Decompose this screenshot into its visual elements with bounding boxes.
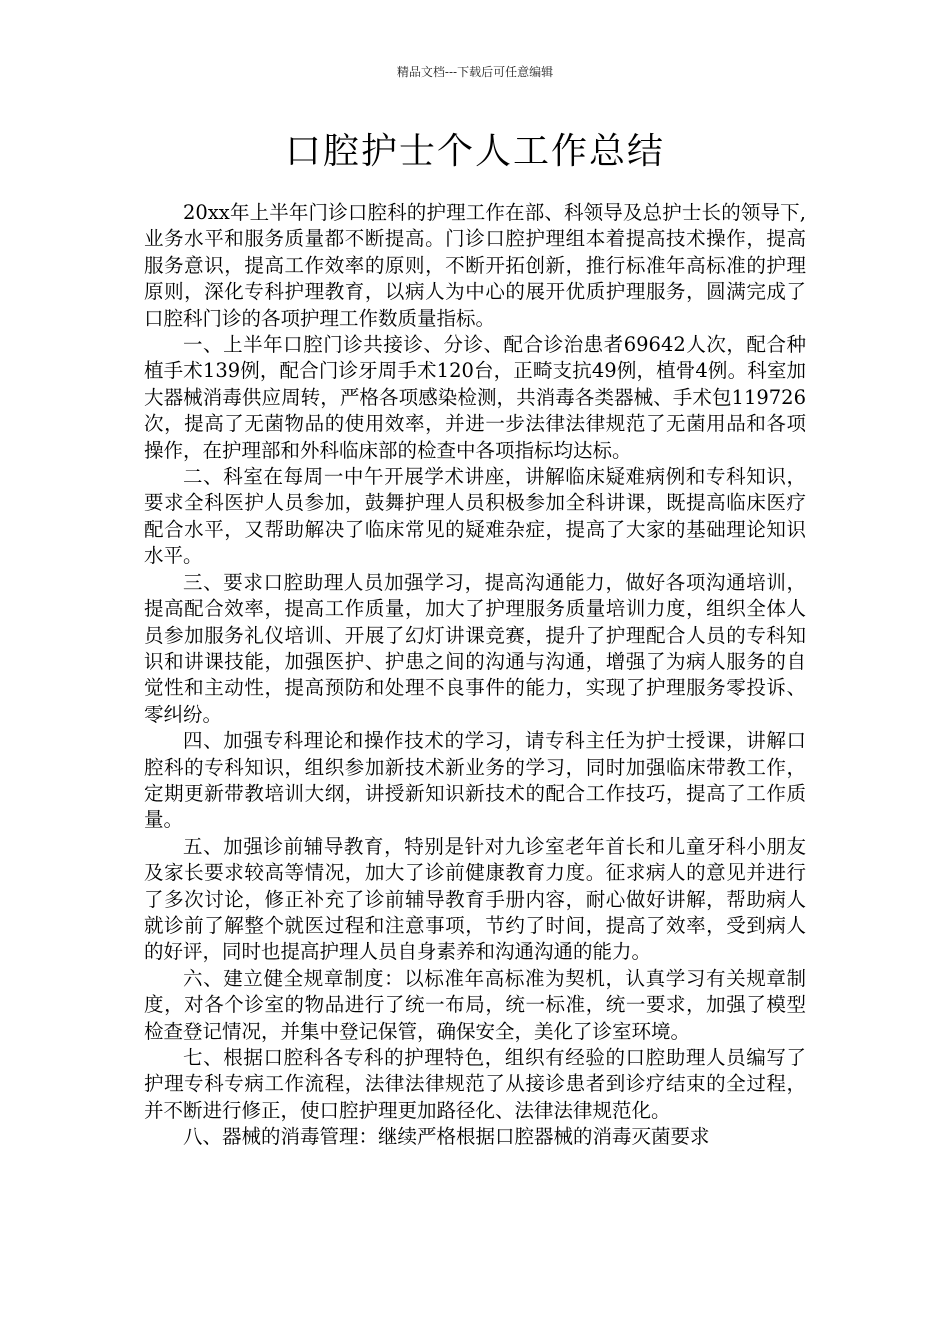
paragraph-2: 二、科室在每周一中午开展学术讲座，讲解临床疑难病例和专科知识，要求全科医护人员参加，鼓舞护理人员积极参加全科讲课，既提高临床医疗配合水平，又帮助解决了临床常见的疑难杂症，提高了大家的基础理论知识水平。: [144, 465, 806, 568]
paragraph-7: 七、根据口腔科各专科的护理特色，组织有经验的口腔助理人员编写了护理专科专病工作流程，法律法律规范了从接诊患者到诊疗结束的全过程，并不断进行修正，使口腔护理更加路径化、法律法律规范化。: [144, 1046, 806, 1122]
document-body: [144, 200, 806, 1151]
document-title: 口腔护士个人工作总结: [284, 131, 665, 172]
paragraph-3: 三、要求口腔助理人员加强学习，提高沟通能力，做好各项沟通培训，提高配合效率，提高工作质量，加大了护理服务质量培训力度，组织全体人员参加服务礼仪培训、开展了幻灯讲课竞赛，提升了护理配合人员的专科知识和讲课技能，加强医护、护患之间的沟通与沟通，增强了为病人服务的自觉性和主动性，提高预防和处理不良事件的能力，实现了护理服务零投诉、零纠纷。: [144, 570, 806, 726]
header-note: 精品文档---下载后可任意编辑: [396, 65, 554, 79]
paragraph-8: 八、器械的消毒管理：继续严格根据口腔器械的消毒灭菌要求: [183, 1125, 710, 1149]
paragraph-6: 六、建立健全规章制度：以标准年高标准为契机，认真学习有关规章制度，对各个诊室的物品进行了统一布局，统一标准，统一要求，加强了模型检查登记情况，并集中登记保管，确保安全，美化了诊室环境。: [144, 966, 806, 1043]
paragraph-1: 一、上半年口腔门诊共接诊、分诊、配合诊治患者69642人次，配合种植手术139例，配合门诊牙周手术120台，正畸支抗49例，植骨4例。科室加大器械消毒供应周转，严格各项感染检测，共消毒各类器械、手术包119726次，提高了无菌物品的使用效率，并进一步法律法律规范了无菌用品和各项操作，在护理部和外科临床部的检查中各项指标均达标。: [144, 333, 806, 462]
paragraph-intro: 20xx年上半年门诊口腔科的护理工作在部、科领导及总护士长的领导下,业务水平和服务质量都不断提高。门诊口腔护理组本着提高技术操作，提高服务意识，提高工作效率的原则，不断开拓创新，推行标准年高标准的护理原则，深化专科护理教育，以病人为中心的展开优质护理服务，圆满完成了口腔科门诊的各项护理工作数质量指标。: [144, 201, 806, 330]
paragraph-4: 四、加强专科理论和操作技术的学习，请专科主任为护士授课，讲解口腔科的专科知识，组织参加新技术新业务的学习，同时加强临床带教工作，定期更新带教培训大纲，讲授新知识新技术的配合工作技巧，提高了工作质量。: [144, 729, 806, 832]
paragraph-5: 五、加强诊前辅导教育，特别是针对九诊室老年首长和儿童牙科小朋友及家长要求较高等情况，加大了诊前健康教育力度。征求病人的意见并进行了多次讨论，修正补充了诊前辅导教育手册内容，耐心做好讲解，帮助病人就诊前了解整个就医过程和注意事项，节约了时间，提高了效率，受到病人的好评，同时也提高护理人员自身素养和沟通沟通的能力。: [144, 834, 806, 964]
